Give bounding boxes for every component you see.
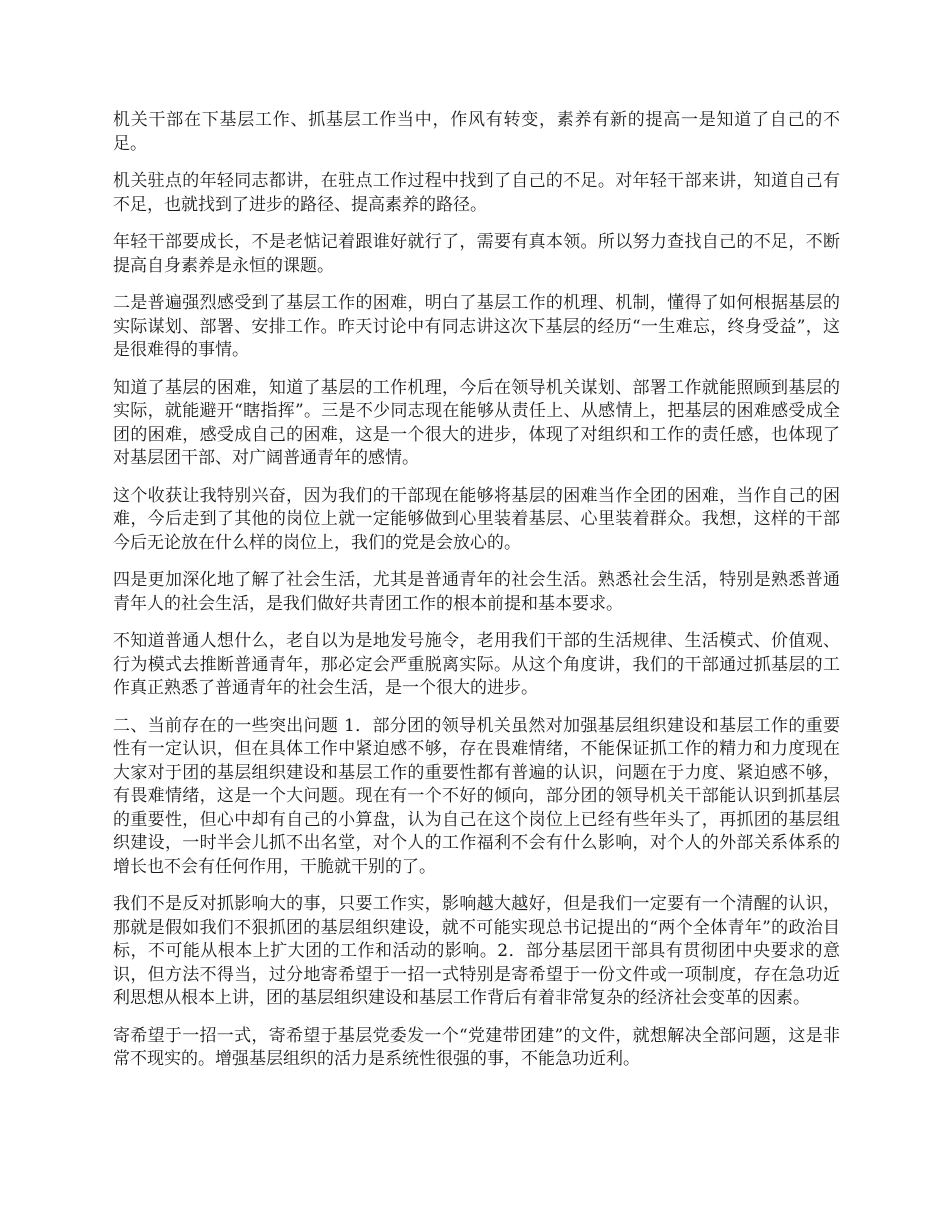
paragraph-5: 知道了基层的困难，知道了基层的工作机理，今后在领导机关谋划、部署工作就能照顾到基层的实际，就能避开“瞎指挥”。三是不少同志现在能够从责任上、从感情上，把基层的困难感受成全团的困难，感受成自己的困难，这是一个很大的进步，体现了对组织和工作的责任感，也体现了对基层团干部、对广阔普通青年的感情。 <box>113 377 840 468</box>
paragraph-3: 年轻干部要成长，不是老惦记着跟谁好就行了，需要有真本领。所以努力查找自己的不足，不断提高自身素养是永恒的课题。 <box>113 232 840 276</box>
paragraph-6: 这个收获让我特别兴奋，因为我们的干部现在能够将基层的困难当作全团的困难，当作自己的困难，今后走到了其他的岗位上就一定能够做到心里装着基层、心里装着群众。我想，这样的干部今后无论放在什么样的岗位上，我们的党是会放心的。 <box>113 485 840 553</box>
paragraph-10: 我们不是反对抓影响大的事，只要工作实，影响越大越好，但是我们一定要有一个清醒的认识，那就是假如我们不狠抓团的基层组织建设，就不可能实现总书记提出的“两个全体青年”的政治目标，不可能从根本上扩大团的工作和活动的影响。2．部分基层团干部具有贯彻团中央要求的意识，但方法不得当，过分地寄希望于一招一式特别是寄希望于一份文件或一项制度，存在急功近利思想从根本上讲，团的基层组织建设和基层工作背后有着非常复杂的经济社会变革的因素。 <box>113 894 840 1008</box>
paragraph-1: 机关干部在下基层工作、抓基层工作当中，作风有转变，素养有新的提高一是知道了自己的不足。 <box>113 110 840 154</box>
document-body <box>113 109 840 1086</box>
paragraph-7: 四是更加深化地了解了社会生活，尤其是普通青年的社会生活。熟悉社会生活，特别是熟悉普通青年人的社会生活，是我们做好共青团工作的根本前提和基本要求。 <box>113 570 840 614</box>
paragraph-8: 不知道普通人想什么，老自以为是地发号施令，老用我们干部的生活规律、生活模式、价值观、行为模式去推断普通青年，那必定会严重脱离实际。从这个角度讲，我们的干部通过抓基层的工作真正熟悉了普通青年的社会生活，是一个很大的进步。 <box>113 631 840 698</box>
paragraph-2: 机关驻点的年轻同志都讲，在驻点工作过程中找到了自己的不足。对年轻干部来讲，知道自己有不足，也就找到了进步的路径、提高素养的路径。 <box>113 171 840 215</box>
paragraph-11: 寄希望于一招一式，寄希望于基层党委发一个“党建带团建”的文件，就想解决全部问题，这是非常不现实的。增强基层组织的活力是系统性很强的事，不能急功近利。 <box>113 1025 840 1069</box>
paragraph-4: 二是普遍强烈感受到了基层工作的困难，明白了基层工作的机理、机制，懂得了如何根据基层的实际谋划、部署、安排工作。昨天讨论中有同志讲这次下基层的经历“一生难忘，终身受益”，这是很难得的事情。 <box>113 293 840 360</box>
paragraph-9: 二、当前存在的一些突出问题 1．部分团的领导机关虽然对加强基层组织建设和基层工作的重要性有一定认识，但在具体工作中紧迫感不够，存在畏难情绪，不能保证抓工作的精力和力度现在大家对于团的基层组织建设和基层工作的重要性都有普遍的认识，问题在于力度、紧迫感不够，有畏难情绪，这是一个大问题。现在有一个不好的倾向，部分团的领导机关干部能认识到抓基层的重要性，但心中却有自己的小算盘，认为自己在这个岗位上已经有些年头了，再抓团的基层组织建设，一时半会儿抓不出名堂，对个人的工作福利不会有什么影响，对个人的外部关系体系的增长也不会有任何作用，干脆就干别的了。 <box>113 715 840 877</box>
